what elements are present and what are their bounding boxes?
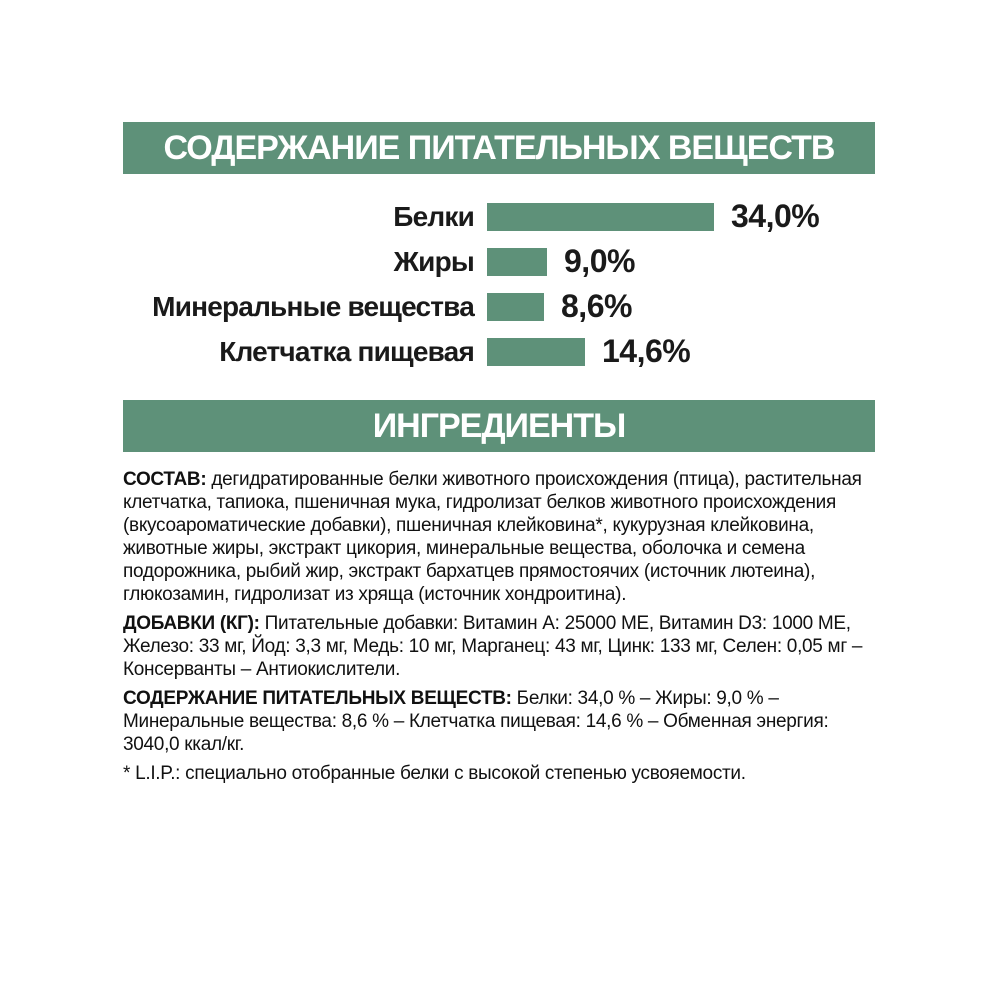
- chart-value-label: 34,0%: [731, 198, 820, 234]
- chart-value-label: 9,0%: [564, 243, 635, 279]
- nutrient-content-banner: [123, 122, 875, 174]
- chart-row: [123, 284, 893, 329]
- nutrient-summary-text: Белки: 34,0 % – Жиры: 9,0 % – Минеральные вещества: 8,6 % – Клетчатка пищевая: 14,6 % – Обменная энергия: 3040,0 ккал/кг.: [123, 688, 829, 755]
- composition-text: дегидратированные белки животного происхождения (птица), растительная клетчатка, тапиока, пшеничная мука, гидролизат белков животного происхождения (вкусоароматические добавки), пшеничная клейковина*, кукурузная клейковина, животные жиры, экстракт цикория, минеральные вещества, оболочка и семена подорожника, рыбий жир, экстракт бархатцев прямостоячих (источник лютеина), глюкозамин, гидролизат из хряща (источник хондроитина).: [123, 469, 862, 605]
- additives-lead: ДОБАВКИ (КГ):: [123, 613, 260, 634]
- chart-value-label: 14,6%: [602, 333, 691, 369]
- composition-lead: СОСТАВ:: [123, 469, 207, 490]
- chart-row: [123, 329, 893, 374]
- chart-row: [123, 194, 893, 239]
- chart-bar: [487, 293, 544, 321]
- chart-category-label: Минеральные вещества: [152, 290, 474, 322]
- additives-text: Питательные добавки: Витамин A: 25000 МЕ, Витамин D3: 1000 МЕ, Железо: 33 мг, Йод: 3,3 мг, Медь: 10 мг, Марганец: 43 мг, Цинк: 133 мг, Селен: 0,05 мг – Консерванты – Антиокислители.: [123, 613, 863, 680]
- additives-paragraph: [123, 612, 881, 681]
- lip-footnote: * L.I.P.: специально отобранные белки с высокой степенью усвояемости.: [123, 763, 746, 784]
- chart-bar: [487, 338, 585, 366]
- ingredients-banner-title: ИНГРЕДИЕНТЫ: [372, 406, 626, 445]
- ingredients-banner: [123, 400, 875, 452]
- chart-category-label: Белки: [393, 200, 474, 232]
- nutrient-content-banner-title: СОДЕРЖАНИЕ ПИТАТЕЛЬНЫХ ВЕЩЕСТВ: [163, 128, 835, 167]
- chart-category-label: Жиры: [393, 245, 474, 277]
- nutrient-summary-lead: СОДЕРЖАНИЕ ПИТАТЕЛЬНЫХ ВЕЩЕСТВ:: [123, 688, 512, 709]
- chart-value-label: 8,6%: [561, 288, 632, 324]
- nutrient-bar-chart: [123, 194, 893, 374]
- composition-paragraph: [123, 468, 881, 606]
- ingredients-text-block: [123, 468, 881, 791]
- chart-category-label: Клетчатка пищевая: [219, 335, 474, 367]
- chart-bar: [487, 203, 714, 231]
- nutrient-summary-paragraph: [123, 687, 881, 756]
- chart-row: [123, 239, 893, 284]
- chart-bar: [487, 248, 547, 276]
